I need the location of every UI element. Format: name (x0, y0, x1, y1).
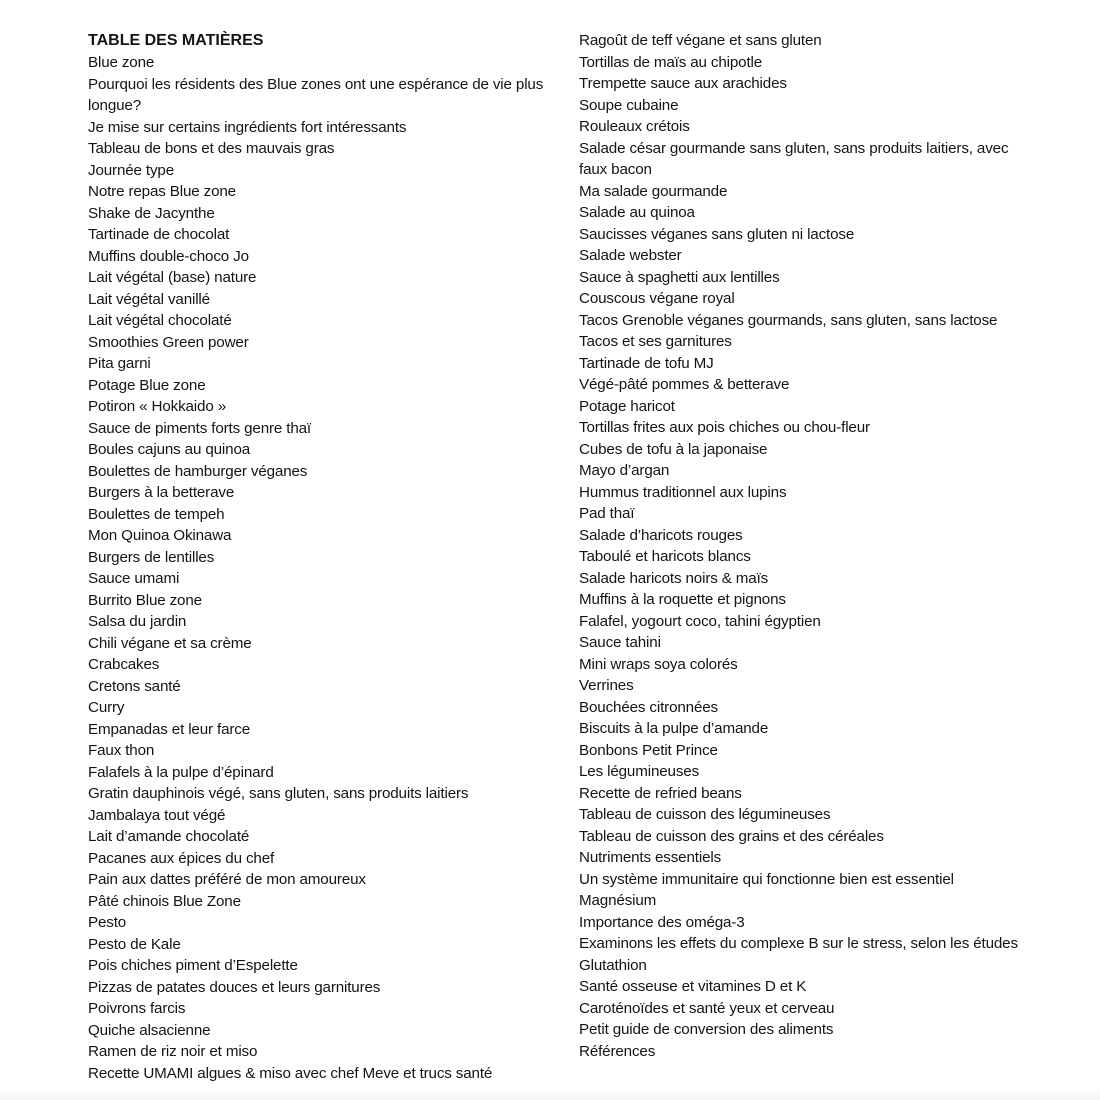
toc-entry: Recette de refried beans (579, 784, 742, 802)
toc-entry: Saucisses véganes sans gluten ni lactose (579, 225, 855, 243)
toc-entry: Salade césar gourmande sans gluten, sans produits laitiers, avec faux bacon (579, 139, 1009, 178)
toc-entry: Pourquoi les résidents des Blue zones ont une espérance de vie plus longue? (88, 75, 544, 114)
toc-entry: Pita garni (88, 355, 151, 372)
toc-entry: Glutathion (579, 956, 647, 974)
toc-entry: Burgers de lentilles (88, 548, 215, 566)
page-bottom-edge (0, 1088, 1100, 1100)
toc-entry: Importance des oméga-3 (579, 913, 745, 931)
toc-entry: Chili végane et sa crème (88, 634, 252, 652)
toc-entry: Cubes de tofu à la japonaise (579, 440, 768, 458)
toc-entry: Falafels à la pulpe d’épinard (88, 763, 274, 781)
toc-entry: Lait végétal chocolaté (88, 312, 232, 329)
toc-entry: Pacanes aux épices du chef (88, 849, 275, 867)
toc-entry: Tortillas frites aux pois chiches ou chou-fleur (579, 419, 870, 436)
toc-entry: Rouleaux crétois (579, 118, 690, 135)
toc-entry: Boules cajuns au quinoa (88, 441, 251, 458)
toc-entry: Trempette sauce aux arachides (579, 75, 787, 92)
toc-entry: Ragoût de teff végane et sans gluten (579, 32, 822, 49)
toc-entry: Caroténoïdes et santé yeux et cerveau (579, 999, 835, 1017)
toc-entry: Je mise sur certains ingrédients fort intéressants (88, 118, 407, 136)
toc-entry: Bouchées citronnées (579, 698, 718, 716)
toc-entry: Curry (88, 699, 125, 716)
toc-entry: Santé osseuse et vitamines D et K (579, 978, 807, 995)
toc-entry: Références (579, 1042, 656, 1060)
toc-entry: Shake de Jacynthe (88, 204, 215, 222)
toc-entry: Mayo d’argan (579, 462, 670, 479)
toc-entry: Burrito Blue zone (88, 591, 202, 609)
toc-entry: Lait végétal (base) nature (88, 269, 257, 286)
toc-entry: Pain aux dattes préféré de mon amoureux (88, 871, 366, 888)
toc-entry: Les légumineuses (579, 763, 700, 780)
toc-entry: Mon Quinoa Okinawa (88, 527, 232, 544)
toc-right-column (579, 30, 1039, 1062)
toc-entry: Pâté chinois Blue Zone (88, 892, 241, 910)
toc-left-column (88, 30, 548, 1084)
toc-entry: Sauce de piments forts genre thaï (88, 419, 311, 437)
toc-entry: Biscuits à la pulpe d’amande (579, 720, 769, 737)
toc-entry: Lait végétal vanillé (88, 290, 210, 308)
toc-entry: Taboulé et haricots blancs (579, 548, 751, 565)
toc-entry: Pesto (88, 914, 127, 931)
toc-entry: Pesto de Kale (88, 935, 181, 953)
toc-entry: Sauce umami (88, 570, 180, 587)
toc-entry: Salade webster (579, 247, 682, 264)
toc-entry: Potiron « Hokkaido » (88, 398, 226, 415)
toc-entry: Tartinade de chocolat (88, 226, 230, 243)
toc-entry: Sauce à spaghetti aux lentilles (579, 268, 780, 286)
toc-entry: Gratin dauphinois végé, sans gluten, sans produits laitiers (88, 785, 469, 802)
toc-entry: Un système immunitaire qui fonctionne bien est essentiel (579, 870, 954, 888)
toc-entry: Tacos Grenoble véganes gourmands, sans gluten, sans lactose (579, 311, 998, 329)
toc-entry: Poivrons farcis (88, 1000, 186, 1017)
toc-entry: Muffins à la roquette et pignons (579, 591, 786, 608)
toc-entry: Salade d’haricots rouges (579, 526, 743, 544)
toc-entry: Empanadas et leur farce (88, 720, 251, 738)
toc-entry: Bonbons Petit Prince (579, 741, 718, 759)
toc-entry: Tableau de cuisson des grains et des céréales (579, 827, 884, 845)
toc-entry: Quiche alsacienne (88, 1021, 211, 1039)
toc-entry: Tableau de cuisson des légumineuses (579, 806, 831, 823)
toc-entry: Potage Blue zone (88, 376, 206, 394)
toc-entry: Soupe cubaine (579, 96, 679, 114)
toc-entry: Ramen de riz noir et miso (88, 1043, 258, 1060)
toc-entry: Verrines (579, 677, 634, 694)
toc-entry: Nutriments essentiels (579, 849, 722, 866)
toc-list-left (88, 52, 548, 1084)
toc-entry: Recette UMAMI algues & miso avec chef Meve et trucs santé (88, 1064, 493, 1082)
toc-entry: Examinons les effets du complexe B sur le stress, selon les études (579, 935, 1018, 952)
toc-entry: Cretons santé (88, 677, 181, 695)
toc-entry: Journée type (88, 161, 175, 179)
toc-entry: Boulettes de hamburger véganes (88, 462, 308, 480)
toc-entry: Petit guide de conversion des aliments (579, 1021, 834, 1038)
toc-entry: Tartinade de tofu MJ (579, 354, 714, 372)
toc-entry: Tableau de bons et des mauvais gras (88, 140, 335, 157)
toc-entry: Végé-pâté pommes & betterave (579, 376, 790, 393)
toc-entry: Mini wraps soya colorés (579, 655, 738, 673)
toc-entry: Smoothies Green power (88, 333, 249, 351)
toc-list-right (579, 30, 1039, 1062)
toc-entry: Magnésium (579, 892, 657, 909)
toc-entry: Crabcakes (88, 656, 160, 673)
toc-entry: Ma salade gourmande (579, 182, 728, 200)
toc-entry: Boulettes de tempeh (88, 505, 225, 523)
toc-entry: Salade haricots noirs & maïs (579, 569, 769, 587)
toc-entry: Tortillas de maïs au chipotle (579, 53, 763, 71)
toc-entry: Sauce tahini (579, 634, 661, 651)
toc-entry: Blue zone (88, 54, 155, 71)
toc-entry: Couscous végane royal (579, 290, 735, 307)
toc-entry: Pad thaï (579, 505, 635, 522)
toc-entry: Pizzas de patates douces et leurs garnitures (88, 978, 381, 996)
toc-entry: Potage haricot (579, 397, 675, 415)
toc-entry: Jambalaya tout végé (88, 806, 226, 824)
toc-entry: Salsa du jardin (88, 613, 187, 630)
toc-entry: Faux thon (88, 742, 155, 759)
toc-entry: Burgers à la betterave (88, 484, 235, 501)
toc-entry: Falafel, yogourt coco, tahini égyptien (579, 612, 821, 630)
toc-entry: Tacos et ses garnitures (579, 333, 732, 350)
toc-entry: Hummus traditionnel aux lupins (579, 483, 787, 501)
toc-entry: Muffins double-choco Jo (88, 247, 249, 265)
toc-entry: Notre repas Blue zone (88, 183, 236, 200)
toc-entry: Salade au quinoa (579, 204, 695, 221)
toc-entry: Pois chiches piment d’Espelette (88, 957, 298, 974)
toc-entry: Lait d’amande chocolaté (88, 828, 250, 845)
page-title: TABLE DES MATIÈRES (88, 32, 264, 49)
